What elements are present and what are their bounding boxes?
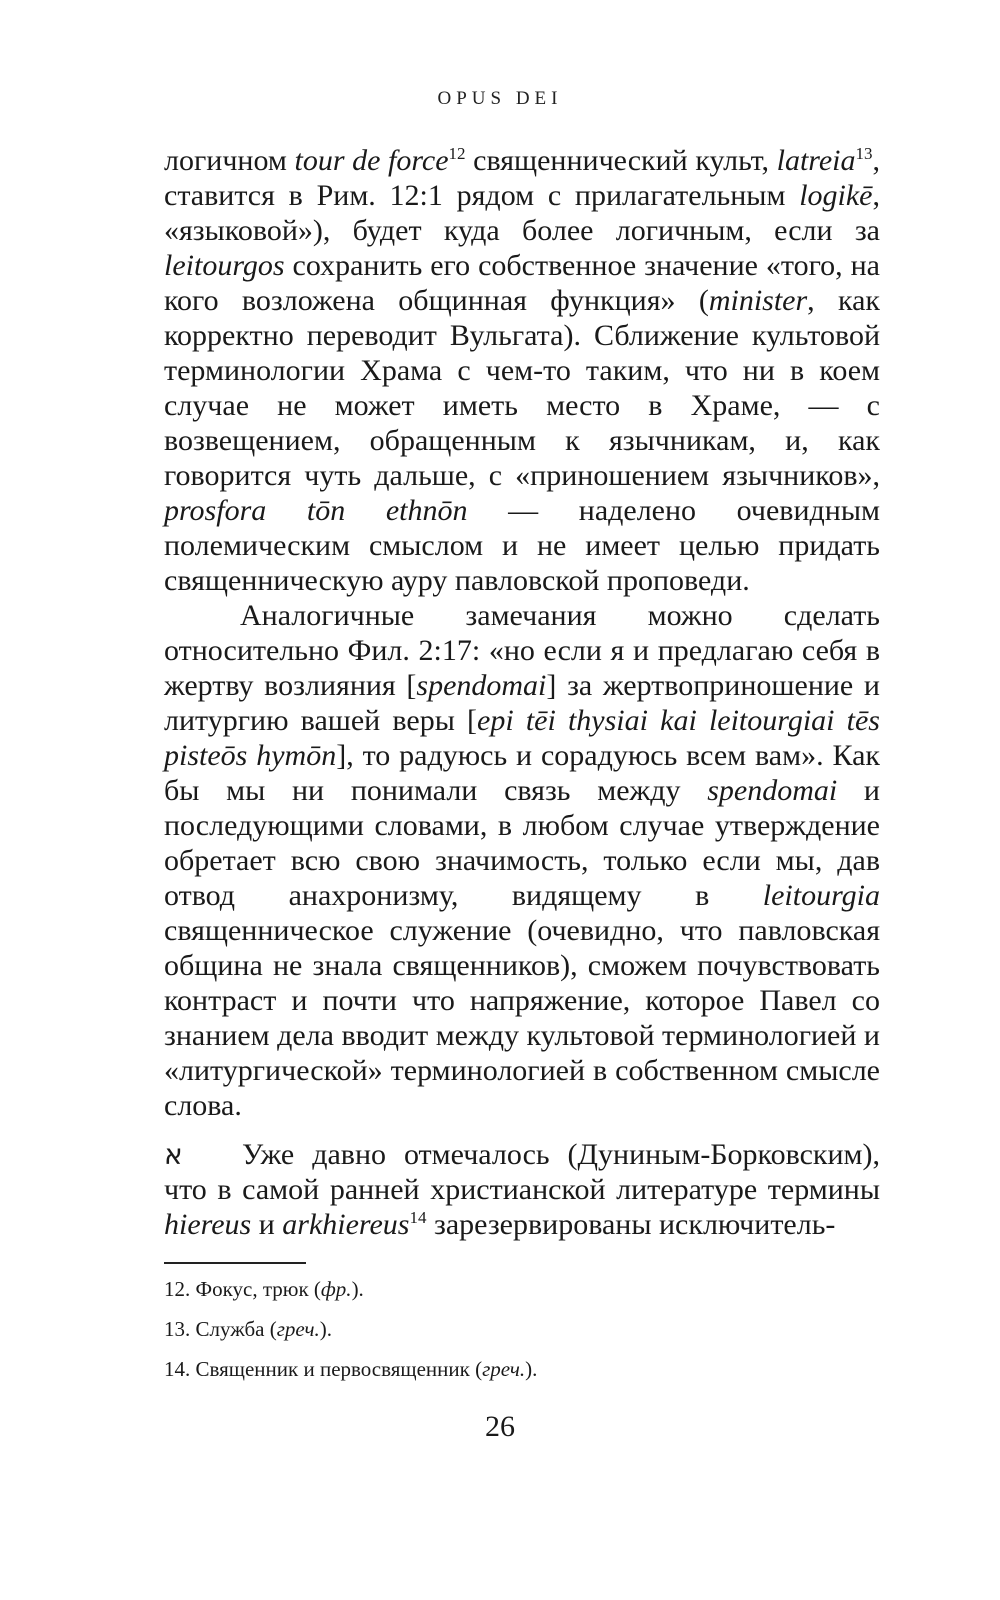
running-head: OPUS DEI (437, 88, 563, 109)
footnote-ref[interactable]: 14 (409, 1207, 427, 1227)
footnote-ref[interactable]: 12 (448, 143, 466, 163)
paragraph: Аналогичные замечания можно сделать относительно Фил. 2:17: «но если я и предлагаю себя в жертву возлияния [spendomai] за жертвоприношение и литургию вашей веры [epi tēi thysiai kai leitourgiai tēs pisteōs hymōn], то радуюсь и сорадуюсь всем вам». Как бы мы ни понимали связь между spendomai и последующими словами, в любом случае утверждение обретает всю свою значимость, только если мы, дав отвод анахронизму, видящему в leitourgia священническое служение (очевидно, что павловская община не знала священников), сможем почувствовать контраст и почти что напряжение, которое Павел со знанием дела вводит между культовой терминологией и «литургической» терминологией в собственном смысле слова. (164, 599, 880, 1122)
footnote: 13. Служба (греч.). (164, 1317, 332, 1341)
aleph-section-marker: א (164, 1138, 183, 1171)
section-start (164, 1137, 880, 1242)
footnote-divider (164, 1262, 306, 1264)
paragraph: א Уже давно отмечалось (Дуниным-Борковским), что в самой ранней христианской литературе термины hiereus и arkhiereus$^{14}$ зарезервированы исключитель- (164, 1138, 880, 1241)
main-text (164, 143, 880, 1123)
page-number: 26 (485, 1410, 515, 1443)
footnotes (164, 1276, 880, 1396)
paragraph: логичном tour de force$^{12}$ священнический культ, latreia$^{13}$, ставится в Рим. 12:1 рядом с прилагательным logikē, «языковой»), будет куда более логичным, если за leitourgos сохранить его собственное значение «того, на кого возложена общинная функция» (minister, как корректно переводит Вульгата). Сближение культовой терминологии Храма с чем-то таким, что ни в коем случае не может иметь место в Храме, — с возвещением, обращенным к язычникам, и, как говорится чуть дальше, с «приношением язычников», prosfora tōn ethnōn — наделено очевидным полемическим смыслом и не имеет целью придать священническую ауру павловской проповеди. (164, 143, 881, 597)
footnote: 14. Священник и первосвященник (греч.). (164, 1357, 538, 1381)
footnote-ref[interactable]: 13 (855, 143, 873, 163)
footnote: 12. Фокус, трюк (фр.). (164, 1277, 364, 1301)
